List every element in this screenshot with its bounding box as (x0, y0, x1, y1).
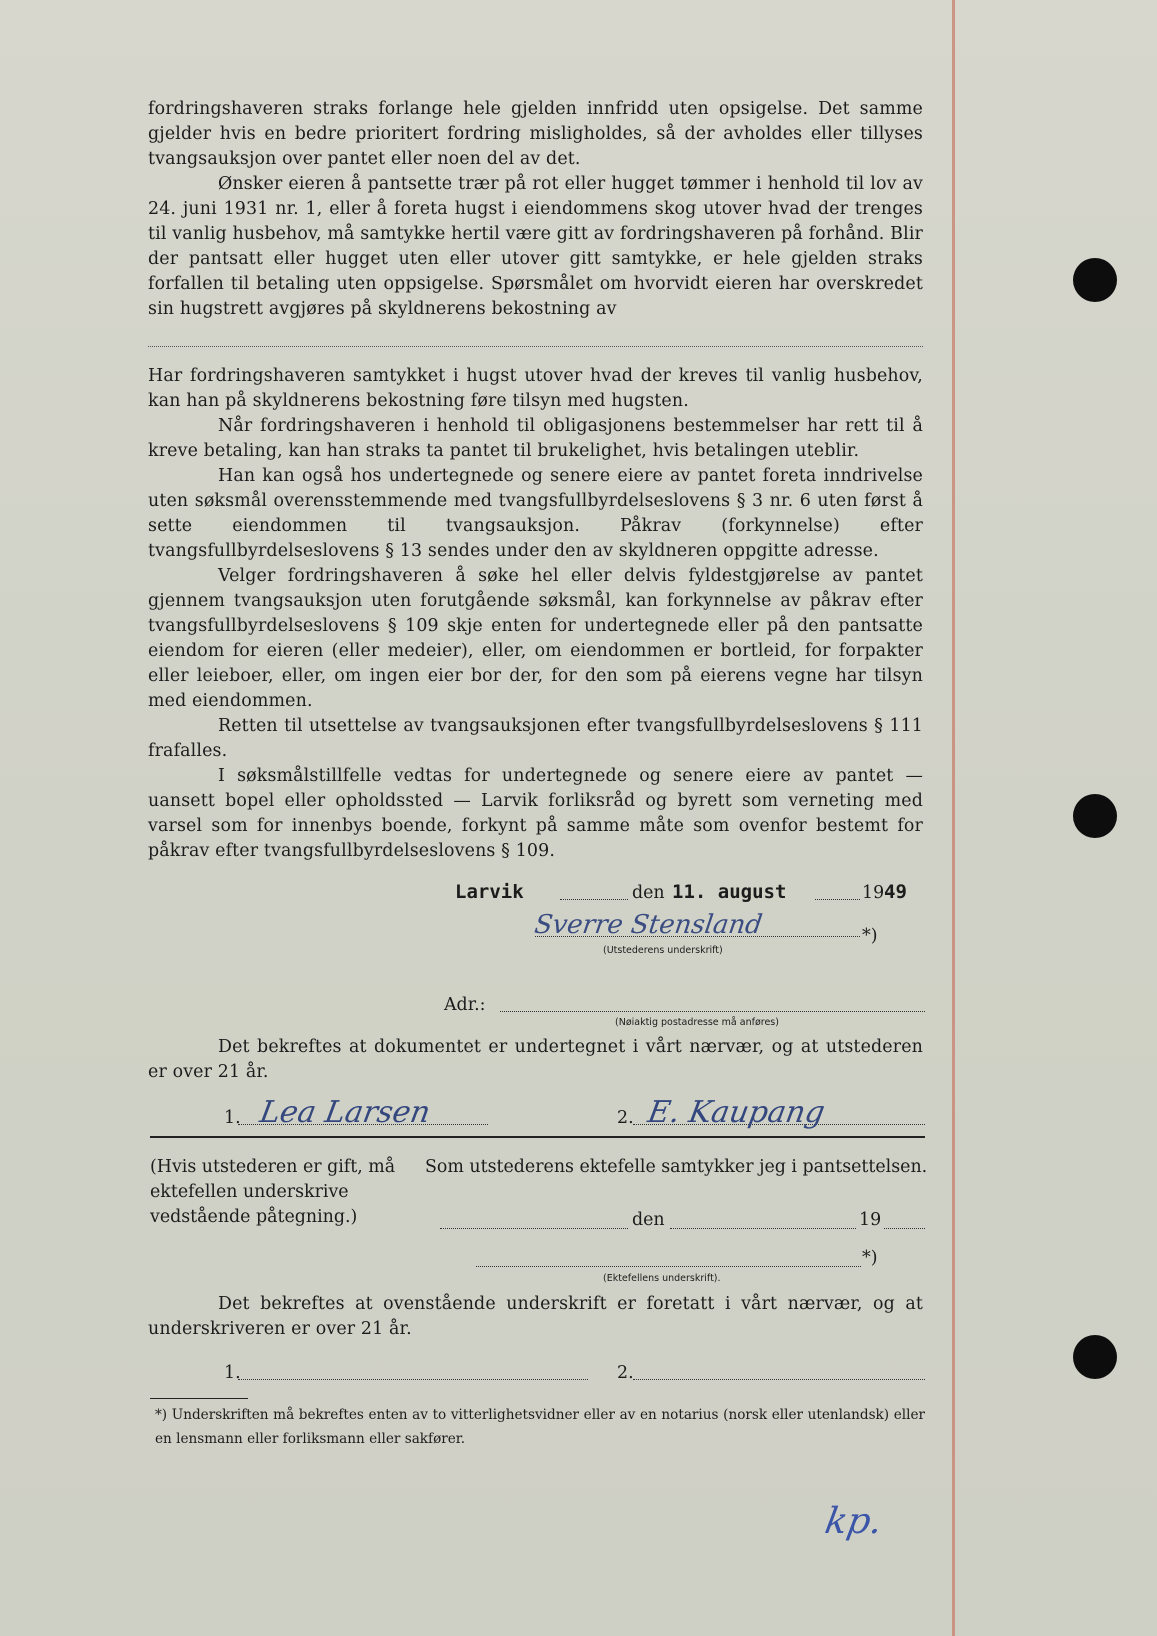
date-value: 11. august (672, 881, 787, 903)
address-caption: (Nøiaktig postadresse må anføres) (615, 1017, 779, 1028)
spouse-note: (Hvis utstederen er gift, må ektefellen underskrive vedstående påtegning.) (150, 1157, 396, 1227)
spouse-signature-line (476, 1266, 861, 1267)
terms-block-top (148, 97, 923, 322)
margin-line (952, 0, 955, 1636)
asterisk: *) (862, 926, 878, 946)
punch-hole (1073, 258, 1117, 302)
date-place: Larvik (455, 881, 524, 903)
date-den: den (632, 883, 665, 903)
paragraph: Han kan også hos undertegnede og senere eiere av pantet foreta inndrivelse uten søksmål overensstemmende med tvangsfullbyrdelseslovens § 3 nr. 6 uten først å sette eiendommen til tvangsauksjon. Påkrav (forkynnelse) efter tvangsfullbyrdelseslovens § 13 sendes under den av skyldneren oppgitte adresse. (148, 466, 923, 561)
confirm-number-2: 2. (617, 1363, 634, 1383)
confirm-text (148, 1292, 923, 1342)
paragraph: Når fordringshaveren i henhold til obligasjonens bestemmelser har rett til å kreve betaling, kan han straks ta pantet til brukelighet, hvis betalingen uteblir. (148, 416, 923, 461)
paragraph: Har fordringshaveren samtykket i hugst utover hvad der kreves til vanlig husbehov, kan han på skyldnerens bekostning føre tilsyn med hugsten. (148, 366, 923, 411)
signature-text: Sverre Stensland (532, 910, 765, 940)
paragraph: Retten til utsettelse av tvangsauksjonen efter tvangsfullbyrdelseslovens § 111 frafalles. (148, 716, 923, 761)
spouse-signature-caption: (Ektefellens underskrift). (603, 1273, 721, 1284)
signature-text: E. Kaupang (645, 1095, 828, 1130)
dotted-line (884, 1228, 925, 1229)
witness-number-1: 1. (224, 1108, 241, 1128)
issuer-signature (532, 895, 825, 945)
punch-hole (1073, 1335, 1117, 1379)
date-year-suffix: 49 (884, 881, 907, 903)
footnote: *) Underskriften må bekreftes enten av to vitterlighetsvidner eller av en notarius (norsk eller utenlandsk) eller en lensmann eller forliksmann eller sakfører. (155, 1407, 925, 1447)
dotted-line (670, 1228, 856, 1229)
paragraph: Det bekreftes at dokumentet er undertegnet i vårt nærvær, og at utstederen er over 21 år. (148, 1037, 923, 1082)
signature-text: Lea Larsen (257, 1095, 433, 1130)
address-label: Adr.: (444, 995, 486, 1015)
asterisk: *) (862, 1248, 878, 1268)
paragraph: Velger fordringshaveren å søke hel eller delvis fyldestgjørelse av pantet gjennem tvangsauksjon uten forutgående søksmål, kan forkynnelse av påkrav efter tvangsfullbyrdelseslovens § 109 skje enten for undertegnede eller på den pantsatte eiendom for eieren (eller medeier), eller, om eiendommen er bortleid, for forpakter eller leieboer, eller, om ingen eier bor der, for den som på eierens vegne har tilsyn med eiendommen. (148, 566, 923, 711)
address-line (500, 1011, 925, 1012)
confirm-number-1: 1. (224, 1363, 241, 1383)
punch-hole (1073, 794, 1117, 838)
witness-number-2: 2. (617, 1108, 634, 1128)
signature-caption: (Utstederens underskrift) (603, 945, 723, 956)
confirm-line-1 (238, 1379, 588, 1380)
paragraph: Det bekreftes at ovenstående underskrift er foretatt i vårt nærvær, og at underskriveren er over 21 år. (148, 1294, 923, 1339)
terms-block-main (148, 364, 923, 864)
blank-line (148, 346, 923, 347)
paragraph: I søksmålstillfelle vedtas for undertegnede og senere eiere av pantet — uansett bopel eller opholdssted — Larvik forliksråd og byrett som verneting med varsel som for innenbys boende, forkynt på samme måte som ovenfor bestemt for påkrav efter tvangsfullbyrdelseslovens § 109. (148, 766, 923, 861)
paragraph: Ønsker eieren å pantsette trær på rot eller hugget tømmer i henhold til lov av 24. juni 1931 nr. 1, eller å foreta hugst i eiendommens skog utover hvad der trenges til vanlig husbehov, må samtykke hertil være gitt av fordringshaveren på forhånd. Blir der pantsatt eller hugget uten eller utover gitt samtykke, er hele gjelden straks forfallen til betaling uten oppsigelse. Spørsmålet om hvorvidt eieren har overskredet sin hugstrett avgjøres på skyldnerens bekostning av (148, 174, 923, 319)
initials-text: kp. (821, 1499, 886, 1542)
witness-text (148, 1035, 923, 1085)
spouse-consent: Som utstederens ektefelle samtykker jeg i pantsettelsen. (425, 1157, 928, 1177)
footnote-rule (150, 1398, 248, 1399)
initials (821, 1485, 908, 1555)
paragraph: fordringshaveren straks forlange hele gjelden innfridd uten opsigelse. Det samme gjelder hvis en bedre prioritert fordring misligholdes, så der avholdes eller tillyses tvangsauksjon over pantet eller noen del av det. (148, 99, 923, 169)
witness-signature-1 (257, 1080, 492, 1140)
spouse-year: 19 (859, 1210, 882, 1230)
section-divider (150, 1136, 925, 1138)
confirm-line-2 (633, 1379, 925, 1380)
dotted-line (440, 1228, 628, 1229)
spouse-den: den (632, 1210, 665, 1230)
date-year-prefix: 19 (862, 883, 885, 903)
witness-signature-2 (645, 1080, 880, 1140)
